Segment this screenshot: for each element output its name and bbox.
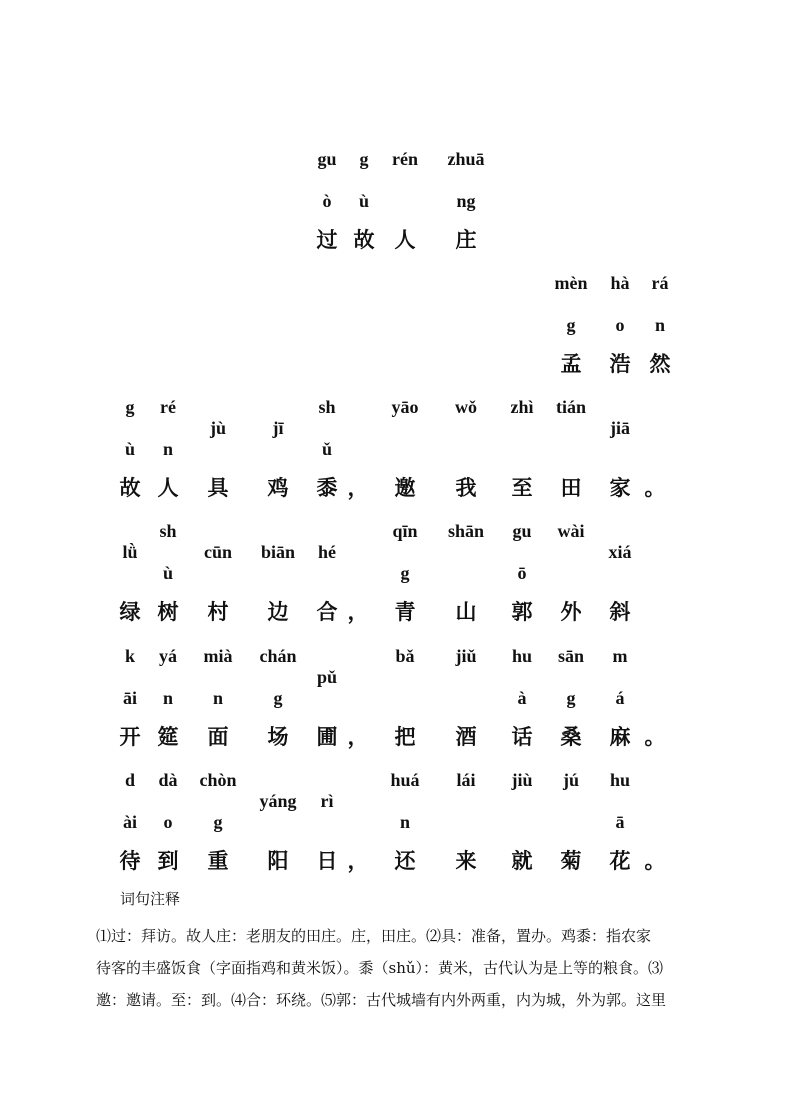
- pinyin: à: [517, 688, 527, 708]
- pinyin: tián: [555, 397, 586, 417]
- pinyin: g: [273, 688, 283, 708]
- hanzi: 庄: [455, 228, 477, 252]
- pinyin: n: [654, 315, 665, 335]
- pinyin: jiù: [511, 770, 533, 790]
- hanzi: 边: [267, 600, 289, 624]
- hanzi: 村: [207, 600, 229, 624]
- hanzi: 把: [394, 725, 416, 749]
- poem-char: [333, 771, 383, 881]
- poem-char: [630, 647, 680, 757]
- hanzi: 人: [394, 228, 416, 252]
- hanzi: 桑: [560, 725, 582, 749]
- pinyin: chòn: [199, 770, 237, 790]
- pinyin: cūn: [203, 542, 232, 562]
- poem-char: [193, 398, 243, 508]
- pinyin: biān: [260, 542, 296, 562]
- pinyin: sh: [159, 521, 177, 541]
- pinyin: n: [162, 688, 173, 708]
- hanzi: 待: [119, 849, 141, 873]
- hanzi: 故: [353, 228, 375, 252]
- hanzi: 我: [455, 476, 477, 500]
- pinyin: chán: [259, 646, 297, 666]
- hanzi: 花: [609, 849, 631, 873]
- poem-char: [143, 647, 193, 757]
- hanzi: 青: [394, 600, 416, 624]
- pinyin: hu: [511, 646, 533, 666]
- poem-char: [333, 522, 383, 632]
- poem-char: [546, 771, 596, 881]
- poem-char: [380, 771, 430, 881]
- pinyin: ài: [122, 812, 137, 832]
- title-char: [441, 150, 491, 260]
- pinyin: ù: [358, 191, 369, 211]
- pinyin: zhuā: [447, 149, 485, 169]
- hanzi: 到: [157, 849, 179, 873]
- punctuation: 。: [644, 849, 666, 873]
- pinyin: huá: [390, 770, 420, 790]
- poem-char: [546, 522, 596, 632]
- hanzi: 具: [207, 476, 229, 500]
- punctuation: ，: [347, 600, 369, 624]
- pinyin: mèn: [554, 273, 588, 293]
- poem-char: [253, 398, 303, 508]
- poem-char: [143, 771, 193, 881]
- pinyin: hé: [318, 542, 336, 562]
- pinyin: ré: [160, 397, 176, 417]
- author-char: [546, 274, 596, 384]
- pinyin: hà: [610, 273, 630, 293]
- pinyin: zhì: [510, 397, 534, 417]
- pinyin: n: [212, 688, 223, 708]
- punctuation: 。: [644, 725, 666, 749]
- hanzi: 斜: [609, 600, 631, 624]
- poem-char: [630, 398, 680, 508]
- hanzi: 鸡: [267, 476, 289, 500]
- poem-char: [441, 398, 491, 508]
- pinyin: sān: [557, 646, 584, 666]
- poem-char: [497, 398, 547, 508]
- pinyin: pǔ: [316, 667, 338, 687]
- poem-char: [193, 771, 243, 881]
- hanzi: 菊: [560, 849, 582, 873]
- pinyin: ō: [517, 563, 527, 583]
- poem-char: [193, 647, 243, 757]
- hanzi: 场: [267, 725, 289, 749]
- hanzi: 日: [316, 849, 338, 873]
- pinyin: yāo: [391, 397, 419, 417]
- poem-char: [497, 771, 547, 881]
- pinyin: jī: [272, 418, 284, 438]
- pinyin: ā: [615, 812, 625, 832]
- pinyin: gu: [317, 149, 337, 169]
- pinyin: ò: [322, 191, 332, 211]
- hanzi: 黍: [316, 476, 338, 500]
- pinyin: āi: [122, 688, 137, 708]
- poem-char: [253, 647, 303, 757]
- hanzi: 合: [316, 600, 338, 624]
- hanzi: 话: [511, 725, 533, 749]
- pinyin: g: [400, 563, 410, 583]
- poem-char: [497, 647, 547, 757]
- pinyin: ǔ: [321, 439, 332, 459]
- pinyin: g: [213, 812, 223, 832]
- poem-char: [253, 522, 303, 632]
- hanzi: 阳: [267, 849, 289, 873]
- hanzi: 圃: [316, 725, 338, 749]
- pinyin: rì: [320, 791, 334, 811]
- poem-char: [441, 647, 491, 757]
- poem-char: [143, 522, 193, 632]
- poem-char: [380, 647, 430, 757]
- notes-body: [96, 920, 716, 1016]
- poem-char: [441, 771, 491, 881]
- hanzi: 田: [560, 476, 582, 500]
- pinyin: n: [162, 439, 173, 459]
- pinyin: wài: [557, 521, 585, 541]
- pinyin: k: [124, 646, 135, 666]
- pinyin: dà: [158, 770, 178, 790]
- notes-line: 邀：邀请。至：到。⑷合：环绕。⑸郭：古代城墙有内外两重，内为城，外为郭。这里: [96, 991, 667, 1009]
- pinyin: jù: [209, 418, 226, 438]
- pinyin: lái: [456, 770, 476, 790]
- pinyin: á: [615, 688, 625, 708]
- pinyin: o: [615, 315, 625, 335]
- pinyin: g: [359, 149, 369, 169]
- pinyin: shān: [447, 521, 485, 541]
- pinyin: xiá: [608, 542, 632, 562]
- pinyin: g: [566, 315, 576, 335]
- hanzi: 浩: [609, 352, 631, 376]
- hanzi: 过: [316, 228, 338, 252]
- pinyin: rén: [392, 149, 418, 169]
- pinyin: m: [612, 646, 628, 666]
- punctuation: ，: [347, 849, 369, 873]
- pinyin: ù: [124, 439, 135, 459]
- hanzi: 就: [511, 849, 533, 873]
- hanzi: 酒: [455, 725, 477, 749]
- poem-char: [630, 771, 680, 881]
- notes-title: 词句注释: [120, 890, 181, 908]
- hanzi: 然: [649, 352, 671, 376]
- pinyin: gu: [512, 521, 532, 541]
- hanzi: 外: [560, 600, 582, 624]
- poem-char: [333, 398, 383, 508]
- hanzi: 至: [511, 476, 533, 500]
- poem-char: [380, 398, 430, 508]
- hanzi: 重: [207, 849, 229, 873]
- notes-line: 待客的丰盛饭食（字面指鸡和黄米饭）。黍（shǔ）：黄米，古代认为是上等的粮食。⑶: [96, 959, 664, 977]
- pinyin: jiā: [610, 418, 630, 438]
- hanzi: 来: [455, 849, 477, 873]
- hanzi: 邀: [394, 476, 416, 500]
- pinyin: jú: [562, 770, 579, 790]
- pinyin: qīn: [392, 521, 418, 541]
- pinyin: hu: [609, 770, 631, 790]
- poem-char: [253, 771, 303, 881]
- title-char: [380, 150, 430, 260]
- punctuation: 。: [644, 476, 666, 500]
- hanzi: 郭: [511, 600, 533, 624]
- pinyin: ù: [162, 563, 173, 583]
- hanzi: 面: [207, 725, 229, 749]
- punctuation: ，: [347, 725, 369, 749]
- hanzi: 孟: [560, 352, 582, 376]
- punctuation: ，: [347, 476, 369, 500]
- pinyin: g: [125, 397, 135, 417]
- pinyin: yáng: [259, 791, 297, 811]
- hanzi: 树: [157, 600, 179, 624]
- hanzi: 人: [157, 476, 179, 500]
- poem-char: [546, 647, 596, 757]
- poem-char: [497, 522, 547, 632]
- poem-char: [193, 522, 243, 632]
- notes-line: ⑴过：拜访。故人庄：老朋友的田庄。庄，田庄。⑵具：准备，置办。鸡黍：指农家: [96, 927, 652, 945]
- poem-char: [595, 522, 645, 632]
- author-char: [635, 274, 685, 384]
- pinyin: jiǔ: [455, 646, 477, 666]
- pinyin: ng: [456, 191, 476, 211]
- pinyin: g: [566, 688, 576, 708]
- pinyin: o: [163, 812, 173, 832]
- pinyin: sh: [318, 397, 336, 417]
- pinyin: yá: [159, 646, 177, 666]
- poem-char: [546, 398, 596, 508]
- hanzi: 还: [394, 849, 416, 873]
- pinyin: rá: [651, 273, 669, 293]
- poem-char: [441, 522, 491, 632]
- hanzi: 开: [119, 725, 141, 749]
- hanzi: 故: [119, 476, 141, 500]
- pinyin: mià: [203, 646, 233, 666]
- pinyin: lǜ: [122, 542, 138, 562]
- hanzi: 山: [455, 600, 477, 624]
- hanzi: 绿: [119, 600, 141, 624]
- hanzi: 麻: [609, 725, 631, 749]
- poem-char: [333, 647, 383, 757]
- hanzi: 筵: [157, 725, 179, 749]
- poem-char: [143, 398, 193, 508]
- pinyin: d: [124, 770, 135, 790]
- pinyin: wǒ: [455, 397, 477, 417]
- pinyin: bǎ: [395, 646, 415, 666]
- poem-char: [380, 522, 430, 632]
- pinyin: n: [399, 812, 410, 832]
- hanzi: 家: [609, 476, 631, 500]
